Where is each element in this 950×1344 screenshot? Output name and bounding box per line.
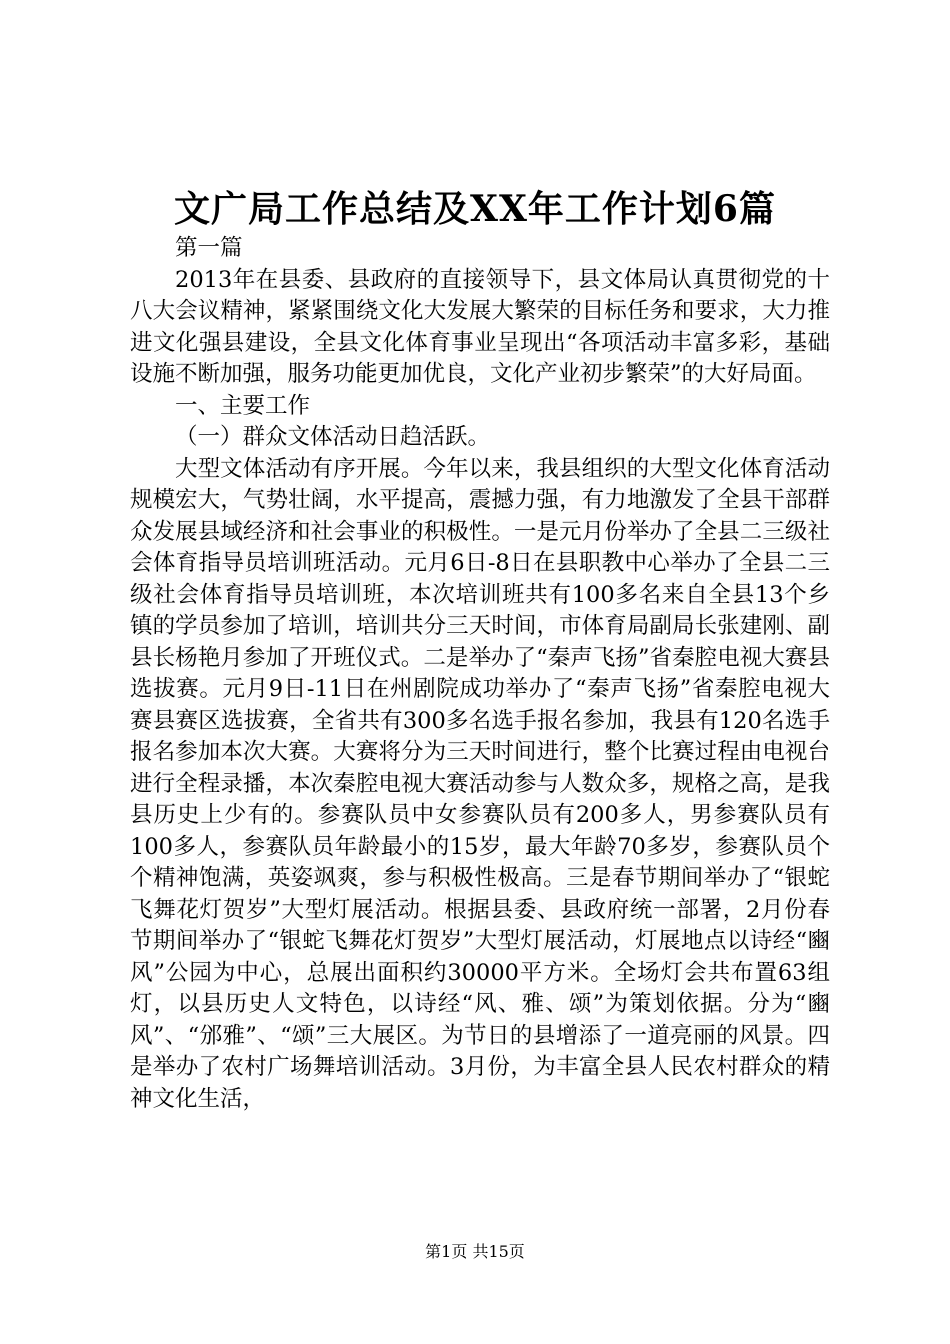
heading-main-work: 一、主要工作 [175, 392, 311, 419]
paragraph-intro: 2013年在县委、县政府的直接领导下，县文体局认真贯彻党的十八大会议精神，紧紧围绕文化大发展大繁荣的目标任务和要求，大力推进文化强县建设，全县文化体育事业呈现出“各项活动丰富多彩，基础设施不断加强，服务功能更加优良，文化产业初步繁荣”的大好局面。 [130, 266, 830, 387]
subheading-activities: （一）群众文体活动日趋活跃。 [175, 424, 491, 450]
document-body [130, 233, 830, 1115]
document-title: 文广局工作总结及XX年工作计划6篇 [174, 188, 776, 230]
page-footer: 第1页 共15页 [425, 1242, 525, 1261]
paragraph-activities: 大型文体活动有序开展。今年以来，我县组织的大型文化体育活动规模宏大，气势壮阔，水平提高，震撼力强，有力地激发了全县干部群众发展县域经济和社会事业的积极性。一是元月份举办了全县二三级社会体育指导员培训班活动。元月6日-8日在县职教中心举办了全县二三级社会体育指导员培训班，本次培训班共有100多名来自全县13个乡镇的学员参加了培训，培训共分三天时间，市体育局副局长张建刚、副县长杨艳月参加了开班仪式。二是举办了“秦声飞扬”省秦腔电视大赛县选拔赛。元月9日-11日在州剧院成功举办了“秦声飞扬”省秦腔电视大赛县赛区选拔赛，全省共有300多名选手报名参加，我县有120名选手报名参加本次大赛。大赛将分为三天时间进行，整个比赛过程由电视台进行全程录播，本次秦腔电视大赛活动参与人数众多，规格之高，是我县历史上少有的。参赛队员中女参赛队员有200多人，男参赛队员有100多人，参赛队员年龄最小的15岁，最大年龄70多岁，参赛队员个个精神饱满，英姿飒爽，参与积极性极高。三是春节期间举办了“银蛇飞舞花灯贺岁”大型灯展活动。根据县委、县政府统一部署，2月份春节期间举办了“银蛇飞舞花灯贺岁”大型灯展活动，灯展地点以诗经“豳风”公园为中心，总展出面积约30000平方米。全场灯会共布置63组灯，以县历史人文特色，以诗经“风、雅、颂”为策划依据。分为“豳风”、“邠雅”、“颂”三大展区。为节日的县增添了一道亮丽的风景。四是举办了农村广场舞培训活动。3月份，为丰富全县人民农村群众的精神文化生活， [130, 455, 830, 1112]
section-label: 第一篇 [175, 235, 243, 261]
